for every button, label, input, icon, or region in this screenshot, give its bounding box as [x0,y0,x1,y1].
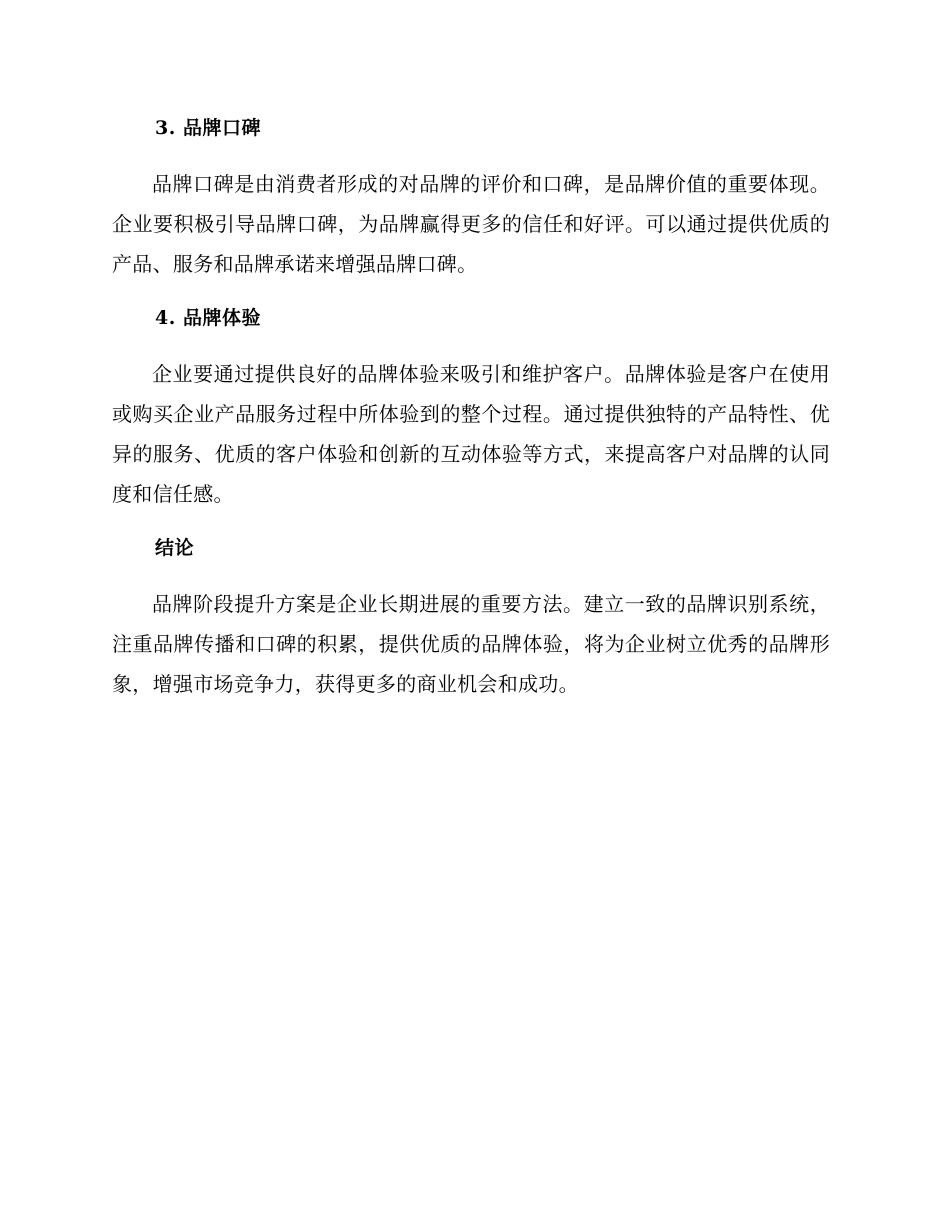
section-heading: 4. 品牌体验 [155,307,261,329]
section-paragraph: 品牌口碑是由消费者形成的对品牌的评价和口碑，是品牌价值的重要体现。企业要积极引导品牌口碑，为品牌赢得更多的信任和好评。可以通过提供优质的产品、服务和品牌承诺来增强品牌口碑。 [112,172,830,276]
section-heading: 结论 [155,537,195,559]
section-paragraph: 品牌阶段提升方案是企业长期进展的重要方法。建立一致的品牌识别系统，注重品牌传播和口碑的积累，提供优质的品牌体验，将为企业树立优秀的品牌形象，增强市场竞争力，获得更多的商业机会和成功。 [112,592,830,696]
section-conclusion [112,530,830,704]
section-brand-reputation [112,110,830,300]
section-paragraph: 企业要通过提供良好的品牌体验来吸引和维护客户。品牌体验是客户在使用或购买企业产品服务过程中所体验到的整个过程。通过提供独特的产品特性、优异的服务、优质的客户体验和创新的互动体验等方式，来提高客户对品牌的认同度和信任感。 [112,362,830,506]
section-heading: 3. 品牌口碑 [155,117,261,139]
section-brand-experience [112,300,830,530]
document-body [112,110,830,704]
